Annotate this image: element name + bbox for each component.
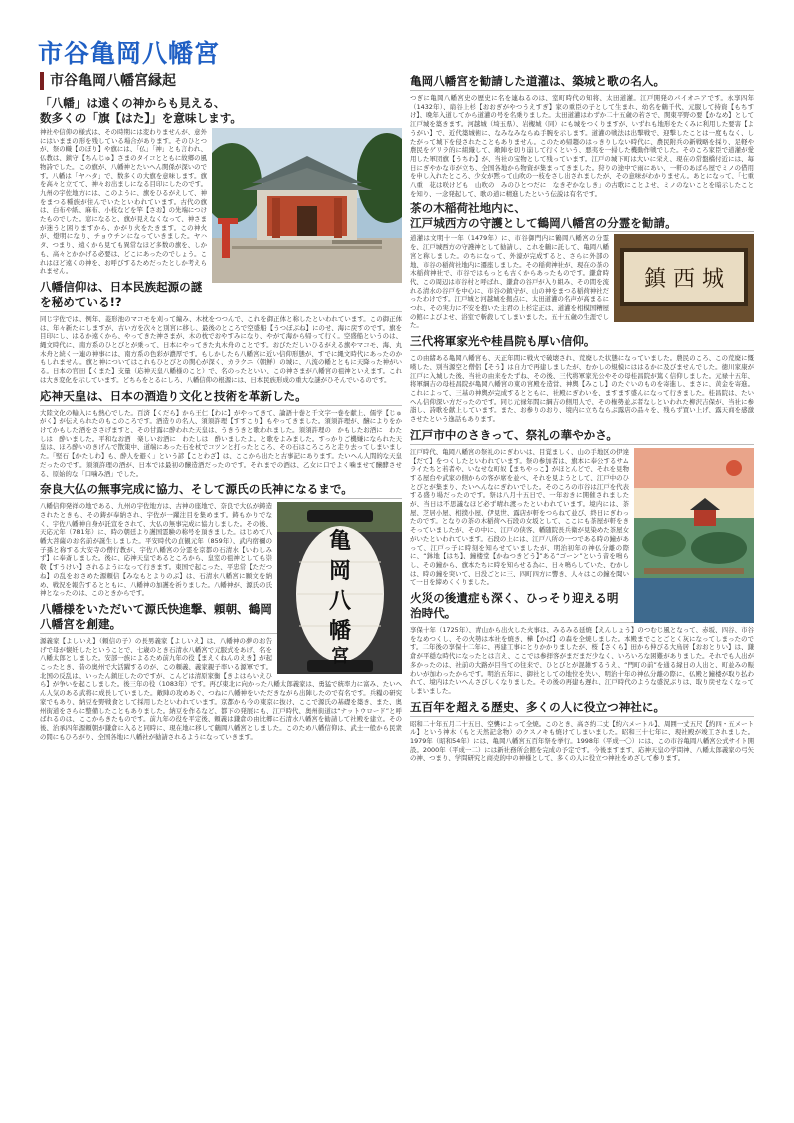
section-heading: 三代将軍家光や桂昌院も厚い信仰。: [410, 334, 754, 351]
section-ojin-sake: [40, 389, 402, 479]
section-body: 昭和二十年五月二十五日、空襲によって全焼。このとき、高さ約二丈【約六メートル】、周囲一丈五尺【約四・五メートル】という神木（もと天然記念物）のクスノキも焼けてしまいました。昭和三十七年に、現社殿が竣工されました。1979年（昭和54年）には、亀岡八幡宮五百年祭を挙行。1998年（平成一〇）には、この市谷亀岡八幡宮公式サイト開設。2000年（平成一二）には新社務所会館を完成の予定です。今後ますます、応神天皇の学問神、八幡太郎義家の弓矢の神、つまり、学問研究と商売的中の神様として、多くの人に役立つ神社をめざして参ります。: [410, 719, 754, 763]
section-body: この由緒ある亀岡八幡宮も、天正年間に戦火で破壊され、荒廃した状態になっていました。農民のころ、この荒廃に慨嘆した、別当源空と僧侶【そう】は自力で再建しましたが、むかしの規模にははるかに及びませんでした。徳川家康が江戸に入城した後、当社の由来をたずね、その後、三代将軍家光公やその母桂昌院が篤く信仰しました。元禄十五年、将軍綱吉の母桂昌院が亀岡八幡宮の東の宮殿を造営、神輿【みこし】のたぐいのものを寄進し、まさに、黄金を寄進。これによって、三基の神輿が完成するとともに、社殿にぎわいを、ますます盛んになって行きました。桂昌院は、たいへん信仰深い方だったのです。同じ元禄年間に綱吉の側用人で、その権勢並ぶ者なしといわれた柳沢吉保が、当社に参詣し、詩歌を献上しています。また、お参りのおり、境内に立ちならぶ露店の品々を、残らず買い上げ、露天商を感激させたという逸話もあります。: [410, 354, 754, 424]
section-body: つぎに亀岡八幡宮史の歴史に名を連ねるのは、室町時代の知将、太田道灌。江戸開発のパイオニアです。永享四年（1432年）、扇谷上杉【おおぎがやつうえすぎ】家の重臣の子として生まれ、幼名を鶴千代、元服して持資【もちすけ】、晩年入道してから道灌の号を名乗りました。太田道灌はわずか二十五歳の若さで、関東平野の要【かなめ】として江戸城を築きます。河越城（埼玉県）、岩槻城（同）にも城をつくりますが、いずれも地形をたくみに利用した要害【ようがい】で、近代築城術に、なみなみならぬ手腕を示します。道灌の戦法は出撃戦で、迎撃したことは一度もなく、したがって城下を侵されたこともありません。このため帰趨のはっきりしない時代に、農民附兵の新戦略を採り、足軽や農民をゲリラ的に組織して、敵陣を切り崩して行くという、悪夷を一掃した機動作戦でした。そのころ家臣で道灌が愛用した軍団旗【うちわ】が、当社の宝物として残っています。江戸の城下町は大いに栄え、現在の常盤橋付近には、毎日にぎやかな市が立ち、全国各地から物資が集まってきました。狩りの途中で雨にあい、一軒のあばら屋でミノの借用を申し入れたところ、少女が黙って山吹の一枝をさし出されましたが、その意味がわかりません。あとになって、「七重八重 花は咲けども 山吹の みのひとつだに なきぞかなしき」の古歌にことよせ、ミノのないことを暗示したことを知り、一念発起して、歌の道に精進したという伝説は有名です。: [410, 94, 754, 198]
page-subtitle: 市谷亀岡八幡宮縁起: [40, 72, 380, 90]
section-heading: 八幡様をいただいて源氏快進撃、頼朝、鶴岡八幡宮を創建。: [40, 602, 402, 634]
plaque-photo: [614, 234, 754, 322]
left-column: [40, 96, 402, 1106]
lantern-photo: [277, 502, 402, 674]
section-festival: [410, 428, 754, 587]
plaque-text: 鎮 西 城: [644, 267, 724, 293]
section-heading: 五百年を超える歴史、多くの人に役立つ神社に。: [410, 700, 754, 717]
plaque-illustration: [614, 234, 754, 322]
section-heading: 応神天皇は、日本の酒造り文化と技術を革新した。: [40, 389, 402, 406]
page-title: 市谷亀岡八幡宮: [38, 39, 221, 68]
heading-line: 江戸城西方の守護として鶴岡八幡宮の分霊を勧請。: [410, 216, 677, 231]
section-body: 享保十年（1725年）、青山から出火した火事は、みるみる延焼【えんしょう】のつむじ風となって、赤坂、四谷、市谷をなめつくし、その火勢は本社を焼き、樺【かば】の森を全焼しました。本殿までことごとく灰になってしまったのです。二年後の享保十二年に、再建工事にとりかかりましたが、桜【さくら】田から伸びる大鳥居【おおとりい】は、鎌倉が平穏な時代になったとは言え、ここでは参拝客がまだまだ少なく、いろいろな困難がありました。それでも人出が多かったのは、社前の大路が目当ての往来で、ひとびとが混雑するうえ、“門町の前”を通る縁日の人出と、町並みの賑わいが加わったからです。明治五年に、御社としての地位を失い、明治十年の神仏分離の際に、仏殿と鐘楼が取り払われて、境内はたいへんさびしくなりました。その後の再建も遅れ、江戸時代のような盛況ぶりは、取り戻せなくなってしまいました。: [410, 626, 754, 695]
right-column: [410, 70, 754, 1110]
section-heading: [410, 201, 754, 232]
section-heading: 亀岡八幡宮を勧請した道灌は、築城と歌の名人。: [410, 74, 754, 91]
lantern-illustration: [277, 502, 402, 674]
section-heading: 江戸市中のさきって、祭礼の華やかさ。: [410, 428, 754, 445]
section-body: 道灌は文明十一年（1479年）に、市谷御門内に鶴岡八幡宮の分霊を、江戸城西方の守護神として勧請し、これを鶴に託して、亀岡八幡宮と称しました。のちになって、外濠が完成すると、さらに外部の地、市谷の稲荷社地内に遷座しました。その稲荷神社が、現在の茶の木稲荷神社で、市谷ではもっとも古くからあったものです。鎌倉時代、この周辺は市谷村と呼ばれ、鎌倉の谷戸が入り組み、その間を流れる清水の谷戸を中心に、市谷の鎮守が、山の神をまつる稲荷神社だったわけです。江戸城と河越城を拠点に、太田道灌の名声が高まるにつれ、その実力に不安を抱いた主君の上杉定正は、道灌を相模国糟屋の館によびよせ、浴室で斬殺してしまいました。五十五歳の生涯でした。: [410, 234, 609, 330]
heading-line: 数多くの「旗【はた】」を意味します。: [40, 111, 242, 125]
section-body: 同じ宇佐では、例年、菱形池のマコモを刈って編み、木枕をつつんで、これを御正体と称したといわれています。この御正体は、年々新たにしますが、古い方を次々と別宮に移し、最後のところで空盛船【うつぼぶね】にのせ、海に戻すのです。旗を目印にし、はるか遠くから、やってきた神さまが、木の枕でおやすみになり、やがて海から帰って行く。空盛船というのは、縄文時代に、南方系のひとびとが乗って、日本にやってきた丸木舟のことです。おびただしいひるがえる旗やマコモ、海、丸木舟と続く一連の神事には、南方系の色彩が濃厚です。もしかしたら八幡宮に近い信仰形態が、すでに縄文時代にあったのかもしれません。旗と神についてはこれもひとびとの関心が深く、カラクニ（朝鮮）の城に、八流の幡とともに天降った神がいる。日本の官田【くまた】支量（応神天皇八幡様のこと）で、名のったといい、この神さまが八幡宮の祖神といえます。これは大き変化を示しています。どちらをとるにしろ、八幡信仰の根源には、日本民族形成の重大な謎がひそんでいるのです。: [40, 314, 402, 384]
section-heading: 火災の後遺症も深く、ひっそり迎える明治時代。: [410, 591, 754, 623]
section-body: 大陸文化の輸入にも熱心でした。百済【くだら】から王仁【わに】がやってきて、論語十巻と千文字一巻を献上、儒学【じゅがく】が伝えられたのもこのころです。酒造りの名人、須須許理【すすこり】もやってきました。須須許理が、醸によりをかけてかもした酒をささげますと、その甘露に酔われた天皇は、うきうきと歌われました。須須許理の かもしたお酒に わたしは 酔いました。平和なお酒 楽しいお酒に わたしは 酔いましたよ。と歌をよみました。すっかりご機嫌になられた天皇は、ほろ酔いのきげんで散策中、道端にあった石を杖でコツンと打ったところ、その石はころころと走り去ってしまいました。「堅石【かたしわ】も、酔人を避く」という諺【ことわざ】は、ここから出たと古事記にあります。たいへん人間的な天皇だったのです。須須許理の酒が、日本では最初の醸造酒だったのです。それまでの酒は、乙女に口でよく噛ませて醸酵させる、原始的な「口噛み酒」でした。: [40, 408, 402, 478]
lantern-char: 八: [328, 589, 352, 615]
ukiyoe-illustration: [634, 448, 754, 623]
section-heading: 八幡信仰は、日本民族起源の謎を秘めている!?: [40, 280, 402, 312]
shrine-photo: [212, 128, 402, 283]
section-body: 神社や信仰の様式は、その時期には変わりませんが、意外にはいままの形を残している場合があります。そのひとつが、祭の幟【のぼり】や旗には、「仏」「神」とも言われ、仏教は、鎮守【ちんじゅ】さまのタイコとともに故郷の風物詩でした。この旗が、八幡神とたいへん関係が深いのです。八幡は「ヤハタ」で、数多くの大旗を意味します。旗を高々と立てて、神々お出ましになる目印にしたのです。九州の宇佐地方には、このように、旗をひるがえして、神をまつる種族が住んでいたといわれています。古代の旗は、白布や紙、麻布、小枝などを竿【さお】の先端につけたものでした。窓になると、旗が見えなくなって、神さまが迷うと困りますから、かがり火をたきます。この神火が、燈明になり、チョウチンになっていきました。ヤハタ、つまり、遠くから見ても異常なほど多数の旗を、しかも、高々とかかげる必要は、どこにあったのでしょう。これはほど遠くの神を、お呼びするためだったとしか考えられません。: [40, 128, 207, 276]
section-dokan: [410, 74, 754, 198]
section-body: 八幡信仰発祥の地である、九州の宇佐地方は、古神の座地で、奈良で大仏が鋳造されたときも、その鋳が奉納され、宇佐が一躍注目を集めます。鋳もかりでなく、宇佐八幡神自身が託宣をされて、大仏の無事完成に協力しました。その後、天応元年（781年）に、時の朝廷より護国霊験の称号を頂きました。はじめて八幡大菩薩のお名前が誕生しました。平安時代の貞観元年（859年）、武内宿禰の子孫と称する大安寺の僧行教が、宇佐八幡宮の分霊を京都の石清水【いわしみず】に奉斎しました。後に、応神天皇であるところから、皇室の祖神としても崇敬【すうけい】されるようになって行きます。東国で起こった、平忠常【ただつね】の乱をおさめた源頼信【みなもとよりのぶ】は、石清水八幡宮に願文を納め、戦況を報告するとともに、八幡神の加護を祈りました。八幡神が、源氏の氏神となったのは、このときからです。: [40, 502, 272, 598]
section-iemitsu: [410, 334, 754, 424]
heading-line: 茶の木稲荷社地内に、: [410, 201, 526, 216]
section-heading: 奈良大仏の無事完成に協力、そして源氏の氏神になるまで。: [40, 482, 402, 499]
heading-line: 「八幡」は遠くの神からも見える、: [40, 96, 226, 110]
lantern-char: 宮: [331, 646, 349, 668]
shrine-building-illustration: [212, 128, 402, 283]
section-hata: [40, 96, 402, 276]
section-body: 源義家【よしいえ】（頼信の子）の長男義家【よしいえ】は、八幡神の夢のお告げで母が懐妊したということで、七歳のとき石清水八幡宮で元服式をあげ、名を八幡太郎としました。安部一族によるため前九年の役【まえくねんのえき】が起こったとき、昔の奥州で大活躍するのが、この頼義、義家親子率いる源軍です。北国の反乱は、いったん鎮圧したのですが、こんどは清原家衡【きよはらいえひら】が争いを起こしました。後三年の役（1083年）です。再び東北に向かった八幡太郎義家は、勇猛で統率力に富み、たいへん人気のある武将に成長していました。敵陣の攻めあぐ、つねに八幡神をいただきながら出陣したので有名です。兵糧の研究家でもあり、納豆を野戦食として採用したといわれています。京都から今の東京に抜け、ここで源氏の基礎を築き、また、奥州街道をさらに整備したこともありました。納豆を作るなど、都下の発展にも、江戸時代、奥州街道は“ナットウロード”と呼ばれるのは、ここからきたものです。前九年の役を平定後、頼義は鎌倉の由比郷に石清水八幡宮を勧請して社殿を建立。その後、治承四年源頼朝が鎌倉に入ると同時に、現在地に移して鶴岡八幡宮としました。このため八幡信仰は、武士一般から民衆の間にもひろがり、全国各地に八幡社が勧請されるようになっていきます。: [40, 636, 402, 741]
lantern-char: 岡: [328, 559, 352, 585]
section-chanoki: [410, 201, 754, 330]
lantern-char: 亀: [328, 529, 352, 555]
section-heading: [40, 96, 402, 126]
ukiyoe-photo: [634, 448, 754, 623]
section-500-years: [410, 700, 754, 764]
section-origin-mystery: [40, 280, 402, 385]
section-body: 江戸時代、亀岡八幡宮の祭礼のにぎわいは、目覚ましく、山の手地区の伊達【だて】をつくしたといわれています。祭の参加者は、旗本に奉公するサムライたちと若者や、いなせな町奴【まちやっこ】がほとんどで、それを見物する屋台や武家の側からの客が席を並べ、それを見ようとして、江戸中のひとびとが集まり、たいへんなにぎわいでした。そのころの市谷は江戸を代表する盛り場だったのです。祭は八月十五日で、一年おきに開催されましたが、当日は不思議なほど必ず晴れ渡ったといわれています。境内には、茶屋、芝居小屋、相撲小屋、伊見世、露店が軒をつらねて並び、終日にぎわったのです。となりの茶の木稲荷へ石段の女坂として、ここにも茶屋が軒をきそっていましたが、その中に、江戸の侠客、幡随院長兵衛が見染めた茶屋女がいたといわれています。石段の上には、江戸八所の一つである時の鐘があって、江戸っ子に時刻を知らせていましたが、明治初年の神仏分離の際に、“鉢地【はち】、鐘楼堂【かねつきどう】”ある“ゴーン”という音を鳴らし、その鐘から、旗本たちに時を知らせる為に、日々鳴らしていた、むかしは、時の鐘を突いて、日没ごとに三、四町四方に響き、人々はこの鐘を聞いて一日を締めくくりました。: [410, 447, 629, 587]
lantern-char: 幡: [328, 619, 352, 645]
